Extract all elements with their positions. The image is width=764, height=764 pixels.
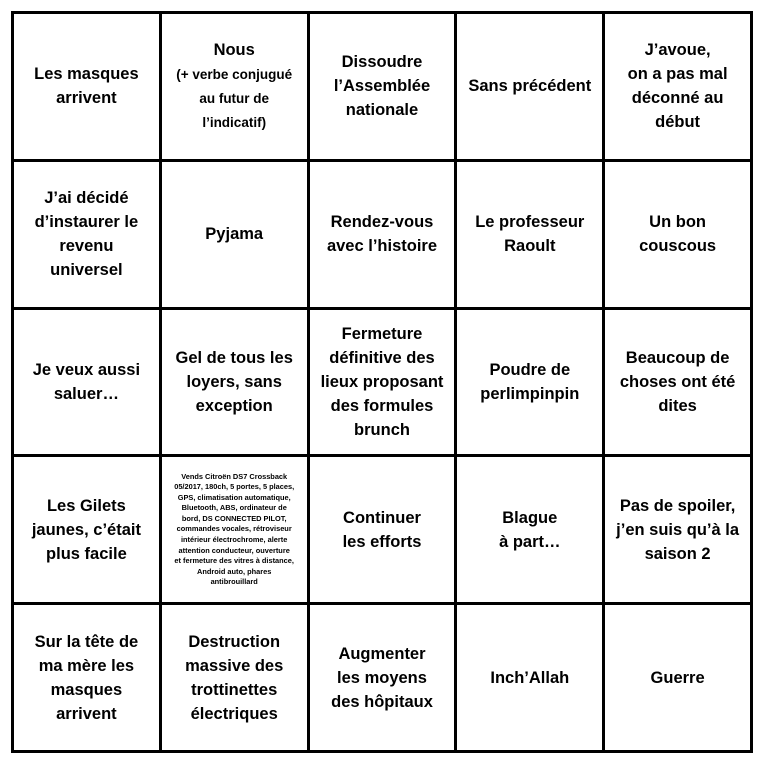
bingo-cell [605, 14, 750, 159]
bingo-cell [162, 162, 307, 307]
bingo-cell [457, 310, 602, 455]
bingo-cell [457, 605, 602, 750]
cell-text: Beaucoup de choses ont été dites [619, 348, 736, 415]
cell-text: Le professeur Raoult [475, 213, 585, 256]
bingo-cell [605, 162, 750, 307]
cell-text: Vends Citroën DS7 Crossback 05/2017, 180ch, 5 portes, 5 places, GPS, climatisation automatique, Bluetooth, ABS, ordinateur de bord, DS CONNECTED PILOT, commandes vocales, rétroviseur intérieur électrochrome, alerte attention conducteur, ouverture et fermeture des vitres à distance, Android auto, phares antibrouillard [174, 471, 295, 587]
cell-text: Poudre de perlimpinpin [480, 360, 580, 403]
bingo-cell [310, 14, 455, 159]
bingo-cell [14, 162, 159, 307]
bingo-cell [605, 605, 750, 750]
cell-text: Augmenter les moyens des hôpitaux [331, 644, 433, 711]
cell-text: Guerre [650, 668, 705, 687]
cell-text [176, 38, 292, 134]
bingo-cell [457, 14, 602, 159]
bingo-cell [310, 162, 455, 307]
bingo-cell [310, 310, 455, 455]
bingo-cell [14, 605, 159, 750]
bingo-cell [310, 605, 455, 750]
cell-text: Inch’Allah [490, 668, 570, 687]
cell-text: Pas de spoiler, j’en suis qu’à la saison 2 [616, 496, 740, 563]
cell-text: Dissoudre l’Assemblée nationale [333, 53, 431, 120]
cell-text: Sans précédent [468, 77, 592, 96]
bingo-cell [162, 310, 307, 455]
bingo-cell-nous [162, 14, 307, 159]
cell-text: Continuer les efforts [342, 508, 422, 551]
cell-title: Nous [213, 41, 255, 60]
bingo-cell [457, 162, 602, 307]
cell-text: J’ai décidé d’instaurer le revenu universel [34, 189, 139, 280]
bingo-cell [14, 14, 159, 159]
bingo-cell-car-ad [162, 457, 307, 602]
cell-text: Fermeture définitive des lieux proposant des formules brunch [320, 324, 444, 439]
cell-text: Les masques arrivent [34, 65, 139, 108]
cell-subtitle: (+ verbe conjugué au futur de l’indicatif) [176, 67, 293, 131]
bingo-cell [310, 457, 455, 602]
bingo-grid [11, 11, 753, 753]
bingo-cell [605, 457, 750, 602]
cell-text: Gel de tous les loyers, sans exception [175, 348, 293, 415]
cell-text: Je veux aussi saluer… [32, 360, 141, 403]
cell-text: Sur la tête de ma mère les masques arrivent [34, 632, 139, 723]
cell-text: Blague à part… [499, 508, 561, 551]
bingo-cell [605, 310, 750, 455]
bingo-cell [162, 605, 307, 750]
cell-text: J’avoue, on a pas mal déconné au début [627, 41, 728, 132]
cell-text: Pyjama [205, 225, 264, 244]
bingo-cell [14, 457, 159, 602]
cell-text: Rendez-vous avec l’histoire [326, 213, 438, 256]
bingo-cell [14, 310, 159, 455]
bingo-cell [457, 457, 602, 602]
cell-text: Les Gilets jaunes, c’était plus facile [31, 496, 141, 563]
cell-text: Un bon couscous [639, 213, 717, 256]
cell-text: Destruction massive des trottinettes électriques [185, 632, 284, 723]
